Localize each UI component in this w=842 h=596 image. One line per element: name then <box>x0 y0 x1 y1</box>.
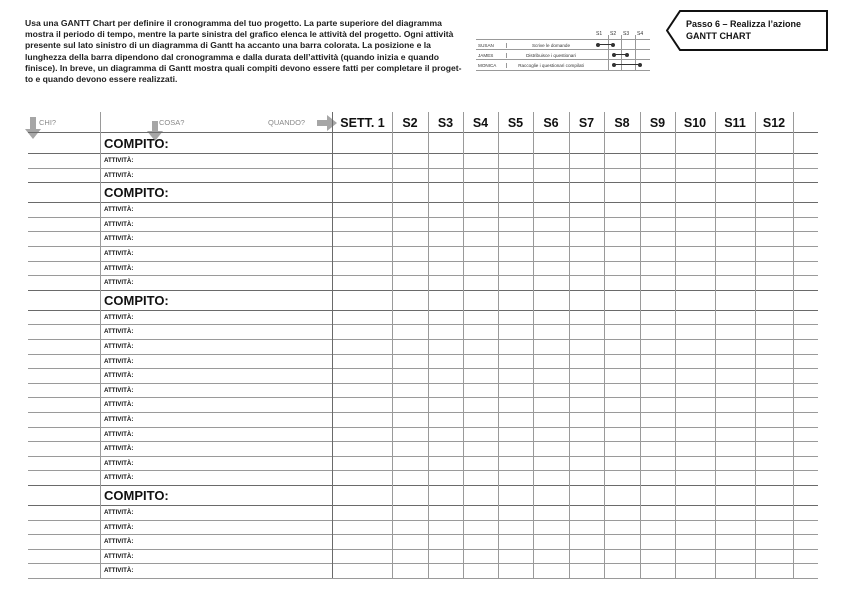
attivita-label: ATTIVITÀ: <box>104 157 134 164</box>
week-label: S7 <box>578 116 595 130</box>
activity-row-line <box>28 231 818 232</box>
attivita-label: ATTIVITÀ: <box>104 430 134 438</box>
attivita-label: ATTIVITÀ: <box>104 552 134 560</box>
activity-row-line <box>28 275 818 276</box>
attivita-label: ATTIVITÀ: <box>104 567 134 575</box>
week-column-line <box>604 112 605 578</box>
attivita-label: ATTIVITÀ: <box>104 459 134 467</box>
attivita-label: ATTIVITÀ: <box>104 235 134 243</box>
activity-row-line <box>28 427 818 428</box>
activity-row-line <box>28 246 818 247</box>
attivita-label: ATTIVITÀ: <box>104 264 134 272</box>
compito-divider <box>28 310 818 311</box>
section-divider <box>28 485 818 486</box>
step-subtitle: GANTT CHART <box>686 31 751 41</box>
example-row-monica: MONICA Raccoglie i questionari compilati <box>476 59 650 71</box>
week-label: S2 <box>402 116 418 130</box>
example-week-3: S3 <box>623 31 630 37</box>
week-label: S8 <box>614 116 630 130</box>
activity-row-line <box>28 578 818 579</box>
what-when-divider <box>332 112 333 578</box>
activity-row-line <box>28 339 818 340</box>
section-divider <box>28 290 818 291</box>
activity-row-line <box>28 456 818 457</box>
compito-label: COMPITO: <box>104 185 169 201</box>
week-label: S10 <box>683 116 707 130</box>
header-cosa: COSA? <box>159 118 185 127</box>
activity-row-line <box>28 397 818 398</box>
who-what-divider <box>100 112 101 578</box>
attivita-label: ATTIVITÀ: <box>104 538 134 546</box>
activity-row-line <box>28 383 818 384</box>
activity-row-line <box>28 412 818 413</box>
attivita-label: ATTIVITÀ: <box>104 313 134 321</box>
week-column-line <box>428 112 429 578</box>
week-column-line <box>392 112 393 578</box>
week-column-line <box>755 112 756 578</box>
attivita-label: ATTIVITÀ: <box>104 279 134 287</box>
week-label: S3 <box>437 116 454 130</box>
attivita-label: ATTIVITÀ: <box>104 206 134 214</box>
week-column-line <box>640 112 641 578</box>
attivita-label: ATTIVITÀ: <box>104 171 134 179</box>
example-week-4: S4 <box>637 31 644 37</box>
attivita-label: ATTIVITÀ: <box>104 328 134 336</box>
week-label: S12 <box>762 116 786 130</box>
activity-row-line <box>28 324 818 325</box>
intro-paragraph: Usa una GANTT Chart per definire il cronogramma del tuo progetto. La parte superiore del diagramma mostra il periodo di tempo, mentre la parte sinistra del grafico elenca le attività del progetto. Ogni attività presente sul lato sinistro di un diagramma di Gantt ha accanto una barra colorata. La posizione e la lunghezza della barra dipendono dal cronogramma e dalla durata dell’attività (quando inizia e quando finisce). In breve, un diagramma di Gantt mostra quali compiti devono essere fatti per completare il proget-to e quando devono essere realizzati. <box>25 18 462 85</box>
week-column-line <box>498 112 499 578</box>
attivita-label: ATTIVITÀ: <box>104 220 134 228</box>
attivita-label: ATTIVITÀ: <box>104 401 134 409</box>
attivita-label: ATTIVITÀ: <box>104 474 134 482</box>
week-label: S6 <box>543 116 559 130</box>
compito-label: COMPITO: <box>104 136 169 151</box>
example-row-james: JAMES Distribuisce i questionari <box>476 49 650 60</box>
activity-row-line <box>28 368 818 369</box>
week-column-line <box>793 112 794 578</box>
week-column-line <box>569 112 570 578</box>
week-column-line <box>533 112 534 578</box>
attivita-label: ATTIVITÀ: <box>104 357 134 365</box>
week-column-line <box>463 112 464 578</box>
activity-row-line <box>28 354 818 355</box>
week-label: S11 <box>724 116 746 130</box>
step-badge <box>666 10 828 50</box>
compito-label: COMPITO: <box>104 488 169 503</box>
example-week-2: S2 <box>610 31 617 37</box>
activity-row-line <box>28 441 818 442</box>
activity-row-line <box>28 217 818 218</box>
activity-row-line <box>28 470 818 471</box>
week-label: S9 <box>649 116 666 130</box>
attivita-label: ATTIVITÀ: <box>104 372 134 380</box>
week-column-line <box>715 112 716 578</box>
header-quando: QUANDO? <box>268 118 306 127</box>
activity-row-line <box>28 168 818 169</box>
compito-divider <box>28 505 818 506</box>
compito-divider <box>28 153 818 154</box>
attivita-label: ATTIVITÀ: <box>104 250 134 257</box>
attivita-label: ATTIVITÀ: <box>104 445 134 453</box>
activity-row-line <box>28 534 818 535</box>
header-divider <box>28 132 818 133</box>
section-divider <box>28 182 818 183</box>
attivita-label: ATTIVITÀ: <box>104 509 134 516</box>
week-column-line <box>675 112 676 578</box>
compito-label: COMPITO: <box>104 292 169 308</box>
example-row-susan: SUSAN Scrive le domande <box>476 39 650 50</box>
week-label: SETT. 1 <box>340 116 385 130</box>
attivita-label: ATTIVITÀ: <box>104 343 134 350</box>
header-chi: CHI? <box>39 118 57 127</box>
attivita-label: ATTIVITÀ: <box>104 523 134 531</box>
activity-row-line <box>28 261 818 262</box>
example-week-1: S1 <box>596 31 603 37</box>
activity-row-line <box>28 549 818 550</box>
attivita-label: ATTIVITÀ: <box>104 416 134 423</box>
activity-row-line <box>28 563 818 564</box>
activity-row-line <box>28 520 818 521</box>
attivita-label: ATTIVITÀ: <box>104 386 134 394</box>
week-label: S4 <box>472 116 489 130</box>
compito-divider <box>28 202 818 203</box>
step-title: Passo 6 – Realizza l’azione <box>686 19 802 29</box>
week-label: S5 <box>507 116 524 130</box>
